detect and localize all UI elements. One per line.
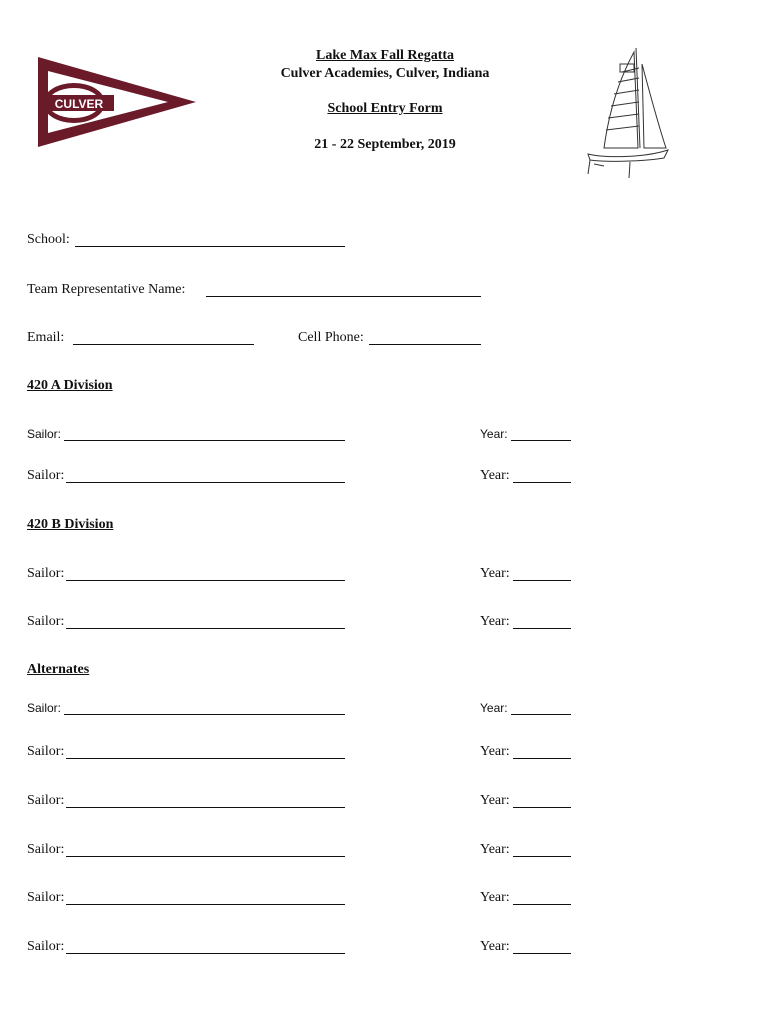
- team-rep-field[interactable]: [206, 296, 481, 297]
- alt-sailor-2-field[interactable]: [66, 758, 345, 759]
- email-field[interactable]: [73, 344, 254, 345]
- regatta-title: Lake Max Fall Regatta: [315, 48, 455, 63]
- cell-phone-field[interactable]: [369, 344, 481, 345]
- alt-sailor-1-field[interactable]: [64, 714, 345, 715]
- logo-text: CULVER: [54, 97, 104, 111]
- b-year-2-label: Year:: [480, 614, 510, 629]
- alt-year-2-label: Year:: [480, 744, 510, 759]
- b-sailor-2-field[interactable]: [66, 628, 345, 629]
- b-year-1-label: Year:: [480, 566, 510, 581]
- alt-sailor-3-field[interactable]: [66, 807, 345, 808]
- a-sailor-2-label: Sailor:: [27, 468, 65, 483]
- alt-sailor-3-label: Sailor:: [27, 793, 65, 808]
- a-division-heading: 420 A Division: [27, 378, 113, 393]
- alt-sailor-6-label: Sailor:: [27, 939, 65, 954]
- alternates-heading: Alternates: [27, 662, 90, 677]
- alt-year-4-label: Year:: [480, 842, 510, 857]
- b-division-heading: 420 B Division: [27, 517, 114, 532]
- alt-year-4-field[interactable]: [513, 856, 571, 857]
- school-label: School:: [27, 232, 70, 247]
- a-year-2-field[interactable]: [513, 482, 571, 483]
- regatta-subtitle: Culver Academies, Culver, Indiana: [280, 66, 490, 81]
- alt-sailor-1-label: Sailor:: [27, 701, 62, 715]
- alt-year-3-field[interactable]: [513, 807, 571, 808]
- school-field[interactable]: [75, 246, 345, 247]
- cell-phone-label: Cell Phone:: [298, 330, 364, 345]
- alt-sailor-5-field[interactable]: [66, 904, 345, 905]
- a-sailor-1-label: Sailor:: [27, 427, 62, 441]
- regatta-dates: 21 - 22 September, 2019: [314, 137, 456, 152]
- a-sailor-1-field[interactable]: [64, 440, 345, 441]
- b-sailor-2-label: Sailor:: [27, 614, 65, 629]
- alt-year-1-field[interactable]: [511, 714, 571, 715]
- a-year-2-label: Year:: [480, 468, 510, 483]
- alt-year-6-label: Year:: [480, 939, 510, 954]
- alt-year-5-field[interactable]: [513, 904, 571, 905]
- alt-sailor-6-field[interactable]: [66, 953, 345, 954]
- b-sailor-1-label: Sailor:: [27, 566, 65, 581]
- alt-sailor-2-label: Sailor:: [27, 744, 65, 759]
- alt-year-5-label: Year:: [480, 890, 510, 905]
- a-sailor-2-field[interactable]: [66, 482, 345, 483]
- a-year-1-field[interactable]: [511, 440, 571, 441]
- form-name: School Entry Form: [327, 101, 443, 116]
- a-year-1-label: Year:: [480, 427, 508, 441]
- alt-sailor-5-label: Sailor:: [27, 890, 65, 905]
- alt-sailor-4-field[interactable]: [66, 856, 345, 857]
- b-year-2-field[interactable]: [513, 628, 571, 629]
- b-sailor-1-field[interactable]: [66, 580, 345, 581]
- team-rep-label: Team Representative Name:: [27, 282, 186, 297]
- alt-year-3-label: Year:: [480, 793, 510, 808]
- alt-sailor-4-label: Sailor:: [27, 842, 65, 857]
- alt-year-6-field[interactable]: [513, 953, 571, 954]
- b-year-1-field[interactable]: [513, 580, 571, 581]
- alt-year-1-label: Year:: [480, 701, 508, 715]
- alt-year-2-field[interactable]: [513, 758, 571, 759]
- email-label: Email:: [27, 330, 65, 345]
